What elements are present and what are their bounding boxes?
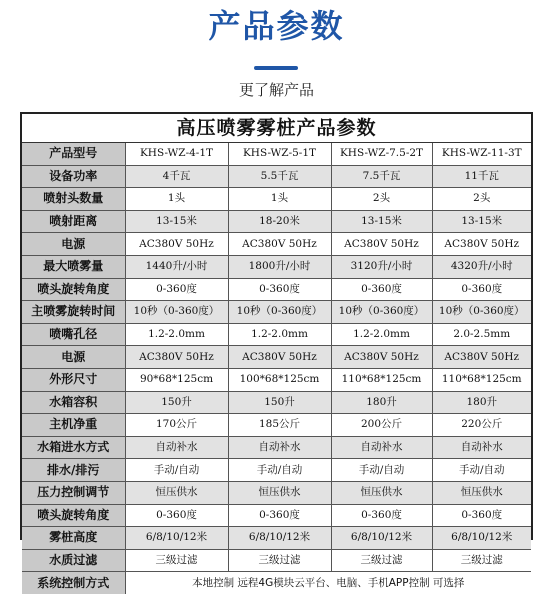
table-cell: 6/8/10/12米 <box>228 527 331 550</box>
row-label: 水质过滤 <box>22 549 125 572</box>
table-cell: 4320升/小时 <box>432 255 531 278</box>
table-cell: 手动/自动 <box>432 459 531 482</box>
table-cell: 三级过滤 <box>331 549 432 572</box>
row-label: 主机净重 <box>22 414 125 437</box>
table-cell: 恒压供水 <box>432 481 531 504</box>
table-cell: 2头 <box>331 188 432 211</box>
table-cell: KHS-WZ-11-3T <box>432 143 531 165</box>
table-cell: 6/8/10/12米 <box>125 527 228 550</box>
table-row <box>22 414 531 437</box>
row-label: 电源 <box>22 346 125 369</box>
table-cell: 自动补水 <box>228 436 331 459</box>
table-cell: KHS-WZ-4-1T <box>125 143 228 165</box>
table-row <box>22 210 531 233</box>
table-cell: AC380V 50Hz <box>125 346 228 369</box>
table-row <box>22 255 531 278</box>
table-cell: 0-360度 <box>331 278 432 301</box>
table-cell: 0-360度 <box>432 278 531 301</box>
spec-table-title: 高压喷雾雾桩产品参数 <box>22 114 531 143</box>
table-cell: AC380V 50Hz <box>228 233 331 256</box>
table-cell: 1800升/小时 <box>228 255 331 278</box>
table-cell: AC380V 50Hz <box>432 346 531 369</box>
table-cell: 1.2-2.0mm <box>331 323 432 346</box>
table-cell: 10秒（0-360度） <box>125 301 228 324</box>
row-label: 水箱容积 <box>22 391 125 414</box>
table-row <box>22 436 531 459</box>
row-label: 系统控制方式 <box>22 572 125 594</box>
row-label: 喷头旋转角度 <box>22 504 125 527</box>
table-cell: 150升 <box>228 391 331 414</box>
table-cell: 13-15米 <box>432 210 531 233</box>
spec-table <box>22 143 531 594</box>
table-cell: 170公斤 <box>125 414 228 437</box>
row-label: 压力控制调节 <box>22 481 125 504</box>
table-cell: AC380V 50Hz <box>228 346 331 369</box>
table-cell: 18-20米 <box>228 210 331 233</box>
table-cell: 恒压供水 <box>228 481 331 504</box>
table-cell: 三级过滤 <box>228 549 331 572</box>
table-cell: AC380V 50Hz <box>125 233 228 256</box>
row-label: 雾桩高度 <box>22 527 125 550</box>
table-cell: 0-360度 <box>228 278 331 301</box>
row-label: 喷射头数量 <box>22 188 125 211</box>
table-cell: 6/8/10/12米 <box>331 527 432 550</box>
row-label: 喷头旋转角度 <box>22 278 125 301</box>
table-cell: 恒压供水 <box>331 481 432 504</box>
table-cell: AC380V 50Hz <box>331 346 432 369</box>
table-cell: 2头 <box>432 188 531 211</box>
table-cell: 10秒（0-360度） <box>331 301 432 324</box>
table-cell: 180升 <box>432 391 531 414</box>
table-row <box>22 504 531 527</box>
table-cell: 13-15米 <box>331 210 432 233</box>
table-cell: 220公斤 <box>432 414 531 437</box>
row-label: 喷嘴孔径 <box>22 323 125 346</box>
table-cell: 185公斤 <box>228 414 331 437</box>
table-row <box>22 368 531 391</box>
table-cell: 1头 <box>125 188 228 211</box>
table-cell: 0-360度 <box>228 504 331 527</box>
table-cell: 自动补水 <box>125 436 228 459</box>
table-cell: 自动补水 <box>331 436 432 459</box>
table-row <box>22 233 531 256</box>
table-cell: 110*68*125cm <box>432 368 531 391</box>
table-cell: 200公斤 <box>331 414 432 437</box>
row-label: 主喷雾旋转时间 <box>22 301 125 324</box>
table-row <box>22 527 531 550</box>
row-label: 排水/排污 <box>22 459 125 482</box>
table-cell: 1440升/小时 <box>125 255 228 278</box>
table-row <box>22 391 531 414</box>
spec-table-container <box>20 112 533 590</box>
table-row <box>22 188 531 211</box>
row-label: 最大喷雾量 <box>22 255 125 278</box>
table-cell: 10秒（0-360度） <box>228 301 331 324</box>
row-label: 水箱进水方式 <box>22 436 125 459</box>
table-row <box>22 165 531 188</box>
table-cell: 0-360度 <box>125 278 228 301</box>
table-cell: AC380V 50Hz <box>331 233 432 256</box>
table-cell: 三级过滤 <box>432 549 531 572</box>
row-label: 设备功率 <box>22 165 125 188</box>
table-cell: 11千瓦 <box>432 165 531 188</box>
table-cell: 1.2-2.0mm <box>125 323 228 346</box>
page-title: 产品参数 <box>208 7 345 45</box>
table-cell: 13-15米 <box>125 210 228 233</box>
row-label: 电源 <box>22 233 125 256</box>
table-cell: 恒压供水 <box>125 481 228 504</box>
table-cell: 0-360度 <box>125 504 228 527</box>
table-cell: 1头 <box>228 188 331 211</box>
table-row <box>22 346 531 369</box>
table-cell: 150升 <box>125 391 228 414</box>
page-header <box>0 0 553 112</box>
row-label: 产品型号 <box>22 143 125 165</box>
table-cell: 三级过滤 <box>125 549 228 572</box>
control-method-cell: 本地控制 远程4G模块云平台、电脑、手机APP控制 可选择 <box>125 572 531 594</box>
table-cell: 6/8/10/12米 <box>432 527 531 550</box>
table-cell: 7.5千瓦 <box>331 165 432 188</box>
row-label: 外形尺寸 <box>22 368 125 391</box>
table-row <box>22 549 531 572</box>
row-label: 喷射距离 <box>22 210 125 233</box>
table-cell: 手动/自动 <box>125 459 228 482</box>
table-cell: 110*68*125cm <box>331 368 432 391</box>
table-cell: 180升 <box>331 391 432 414</box>
table-cell: 100*68*125cm <box>228 368 331 391</box>
table-cell: 5.5千瓦 <box>228 165 331 188</box>
table-cell: 90*68*125cm <box>125 368 228 391</box>
table-cell: 0-360度 <box>432 504 531 527</box>
title-accent-bar <box>254 66 298 70</box>
table-row-footer <box>22 572 531 594</box>
table-cell: 手动/自动 <box>331 459 432 482</box>
table-cell: 3120升/小时 <box>331 255 432 278</box>
table-cell: 4千瓦 <box>125 165 228 188</box>
spec-table-body <box>22 143 531 594</box>
table-cell: AC380V 50Hz <box>432 233 531 256</box>
table-row <box>22 323 531 346</box>
table-row <box>22 459 531 482</box>
table-cell: 手动/自动 <box>228 459 331 482</box>
table-row <box>22 481 531 504</box>
table-cell: 自动补水 <box>432 436 531 459</box>
table-cell: KHS-WZ-7.5-2T <box>331 143 432 165</box>
table-row <box>22 278 531 301</box>
table-cell: 0-360度 <box>331 504 432 527</box>
table-cell: KHS-WZ-5-1T <box>228 143 331 165</box>
table-row <box>22 301 531 324</box>
table-row <box>22 143 531 165</box>
table-cell: 1.2-2.0mm <box>228 323 331 346</box>
table-cell: 2.0-2.5mm <box>432 323 531 346</box>
table-cell: 10秒（0-360度） <box>432 301 531 324</box>
page-subtitle: 更了解产品 <box>238 81 314 99</box>
